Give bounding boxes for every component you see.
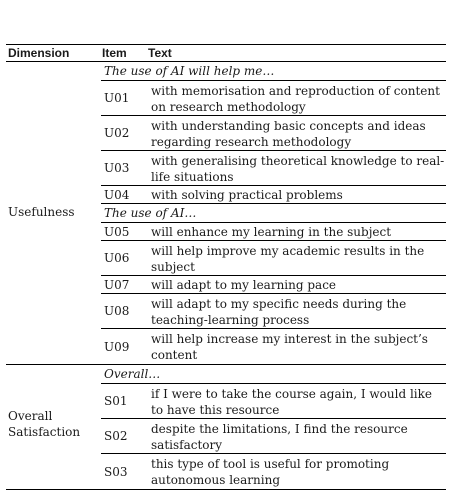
- table-row: [101, 454, 446, 489]
- usefulness-group: [6, 62, 446, 365]
- header-dimension: Dimension: [8, 46, 70, 60]
- item-id: U04: [104, 187, 130, 202]
- dimension-satisfaction-line2: Satisfaction: [8, 425, 81, 439]
- table-row: [101, 81, 446, 116]
- satisfaction-group: [6, 365, 446, 490]
- item-id: S01: [104, 394, 128, 408]
- item-text: if I were to take the course again, I would like to have this resource: [151, 386, 432, 417]
- item-id: U01: [104, 91, 130, 105]
- item-id: U08: [104, 304, 130, 318]
- table-row: [101, 294, 446, 329]
- item-id: U09: [104, 339, 130, 354]
- item-id: U03: [104, 161, 130, 175]
- table-row: [101, 419, 446, 454]
- item-text: this type of tool is useful for promoting autonomous learning: [151, 457, 390, 487]
- table-row: [101, 384, 446, 419]
- item-text: with memorisation and reproduction of content on research methodology: [151, 83, 440, 114]
- item-text: will enhance my learning in the subject: [151, 225, 392, 239]
- table-row: [101, 241, 446, 276]
- item-text: despite the limitations, I find the resource satisfactory: [151, 421, 408, 452]
- table-row: [101, 329, 446, 364]
- item-text: will help increase my interest in the subject’s content: [151, 332, 428, 362]
- item-text: with generalising theoretical knowledge to real-life situations: [151, 153, 445, 184]
- item-text: with understanding basic concepts and ideas regarding research methodology: [151, 118, 426, 149]
- header-item: Item: [102, 46, 127, 60]
- item-id: U05: [104, 224, 130, 239]
- item-id: U02: [104, 126, 130, 140]
- usefulness-subheading-1: The use of AI will help me…: [101, 62, 446, 81]
- item-id: U07: [104, 277, 130, 292]
- table-row: [101, 276, 446, 294]
- item-text: will adapt to my learning pace: [151, 278, 337, 292]
- table-header: [6, 44, 446, 62]
- item-text: will adapt to my specific needs during the teaching-learning process: [151, 296, 407, 327]
- dimension-satisfaction-line1: Overall: [8, 409, 53, 423]
- table-row: [101, 151, 446, 186]
- item-id: S02: [104, 429, 128, 443]
- item-text: with solving practical problems: [151, 188, 343, 202]
- survey-items-table: [6, 44, 446, 490]
- item-id: U06: [104, 251, 130, 265]
- table-row: [101, 186, 446, 204]
- dimension-satisfaction: [8, 408, 80, 440]
- header-text: Text: [148, 46, 172, 60]
- usefulness-subheading-2: The use of AI…: [101, 204, 446, 223]
- satisfaction-subheading: Overall…: [101, 365, 446, 384]
- dimension-usefulness: Usefulness: [8, 205, 75, 219]
- table-row: [101, 223, 446, 241]
- item-text: will help improve my academic results in the subject: [151, 243, 425, 274]
- table-row: [101, 116, 446, 151]
- item-id: S03: [104, 464, 128, 479]
